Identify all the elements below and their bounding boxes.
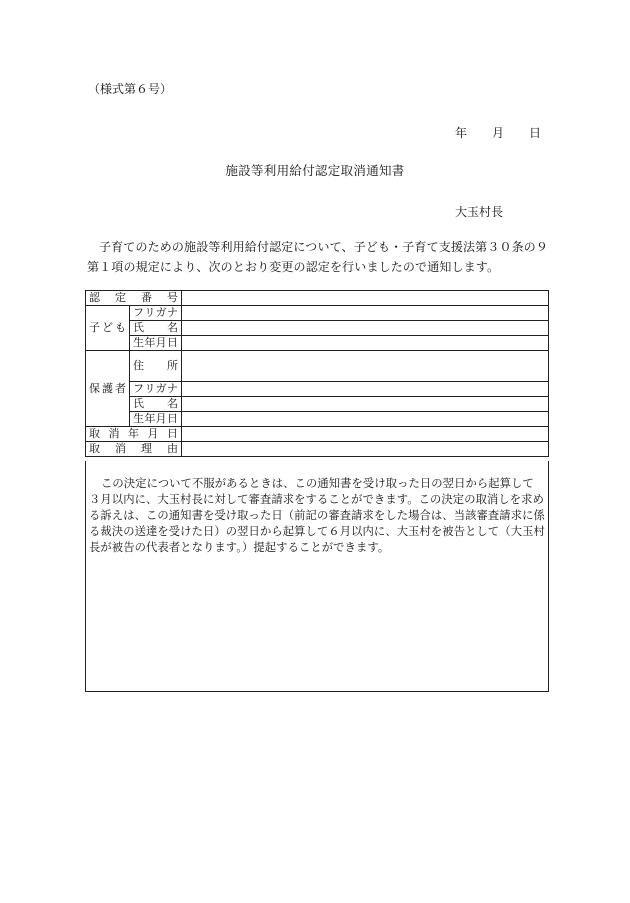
child-name-text: 氏 名 [133, 321, 178, 334]
child-furigana-text: フ リ ガ ナ [133, 306, 178, 319]
cancel-date-value[interactable] [182, 427, 549, 442]
child-furigana-value[interactable] [182, 306, 549, 321]
cancel-date-label [86, 427, 182, 442]
child-group-label [86, 306, 130, 351]
document-title: 施設等利用給付認定取消通知書 [225, 163, 405, 178]
guardian-birth-value[interactable] [182, 412, 549, 427]
guardian-birth-label [130, 412, 182, 427]
appeal-notice: この決定について不服があるときは、この通知書を受け取った日の翌日から起算して３月以内に、大玉村長に対して審査請求をすることができます。この決定の取消しを求める訴えは、この通知書を受け取った日（前記の審査請求をした場合は、当該審査請求に係る裁決の送達を受けた日）の翌日から起算して６月以内に、大玉村を被告として（大玉村長が被告の代表者となります。）提起することができます。 [89, 477, 545, 554]
date-year-label: 年 [455, 126, 468, 140]
guardian-furigana-row [86, 382, 549, 397]
info-table [85, 290, 549, 457]
cancel-reason-row [86, 442, 549, 457]
guardian-name-value[interactable] [182, 397, 549, 412]
guardian-address-label [130, 351, 182, 382]
guardian-name-label [130, 397, 182, 412]
child-name-label [130, 321, 182, 336]
child-birth-value[interactable] [182, 336, 549, 351]
body-paragraph: 子育てのための施設等利用給付認定について、子ども・子育て支援法第３０条の９第１項の規定により、次のとおり変更の認定を行いましたので通知します。 [87, 240, 549, 274]
child-birth-row [86, 336, 549, 351]
guardian-group-text: 保 護 者 [89, 381, 126, 395]
child-name-value[interactable] [182, 321, 549, 336]
cancel-date-text: 取 消 年 月 日 [89, 427, 178, 440]
guardian-furigana-value[interactable] [182, 382, 549, 397]
cancel-reason-value[interactable] [182, 442, 549, 457]
cert-number-value[interactable] [182, 291, 549, 306]
guardian-name-text: 氏 名 [133, 397, 178, 410]
date-day-label: 日 [529, 126, 542, 140]
child-furigana-row [86, 306, 549, 321]
guardian-name-row [86, 397, 549, 412]
date-month-label: 月 [492, 126, 505, 140]
cancel-date-row [86, 427, 549, 442]
guardian-group-label [86, 351, 130, 427]
child-group-text: 子 ど も [89, 321, 126, 334]
cancel-reason-text: 取 消 理 由 [89, 442, 178, 455]
issuer: 大玉村長 [455, 205, 504, 219]
guardian-birth-row [86, 412, 549, 427]
guardian-address-text: 住 所 [133, 359, 178, 372]
guardian-furigana-label [130, 382, 182, 397]
notice-box [85, 461, 549, 692]
guardian-address-row [86, 351, 549, 382]
cert-number-row [86, 291, 549, 306]
form-number: （様式第６号） [88, 82, 173, 96]
date-line [455, 124, 541, 141]
guardian-birth-text: 生 年 月 日 [133, 412, 178, 425]
child-name-row [86, 321, 549, 336]
guardian-furigana-text: フ リ ガ ナ [133, 382, 178, 395]
child-birth-text: 生 年 月 日 [133, 336, 178, 349]
guardian-address-value[interactable] [182, 351, 549, 382]
child-birth-label [130, 336, 182, 351]
cancel-reason-label [86, 442, 182, 457]
child-furigana-label [130, 306, 182, 321]
cert-number-text: 認 定 番 号 [89, 291, 178, 304]
cert-number-label [86, 291, 182, 306]
